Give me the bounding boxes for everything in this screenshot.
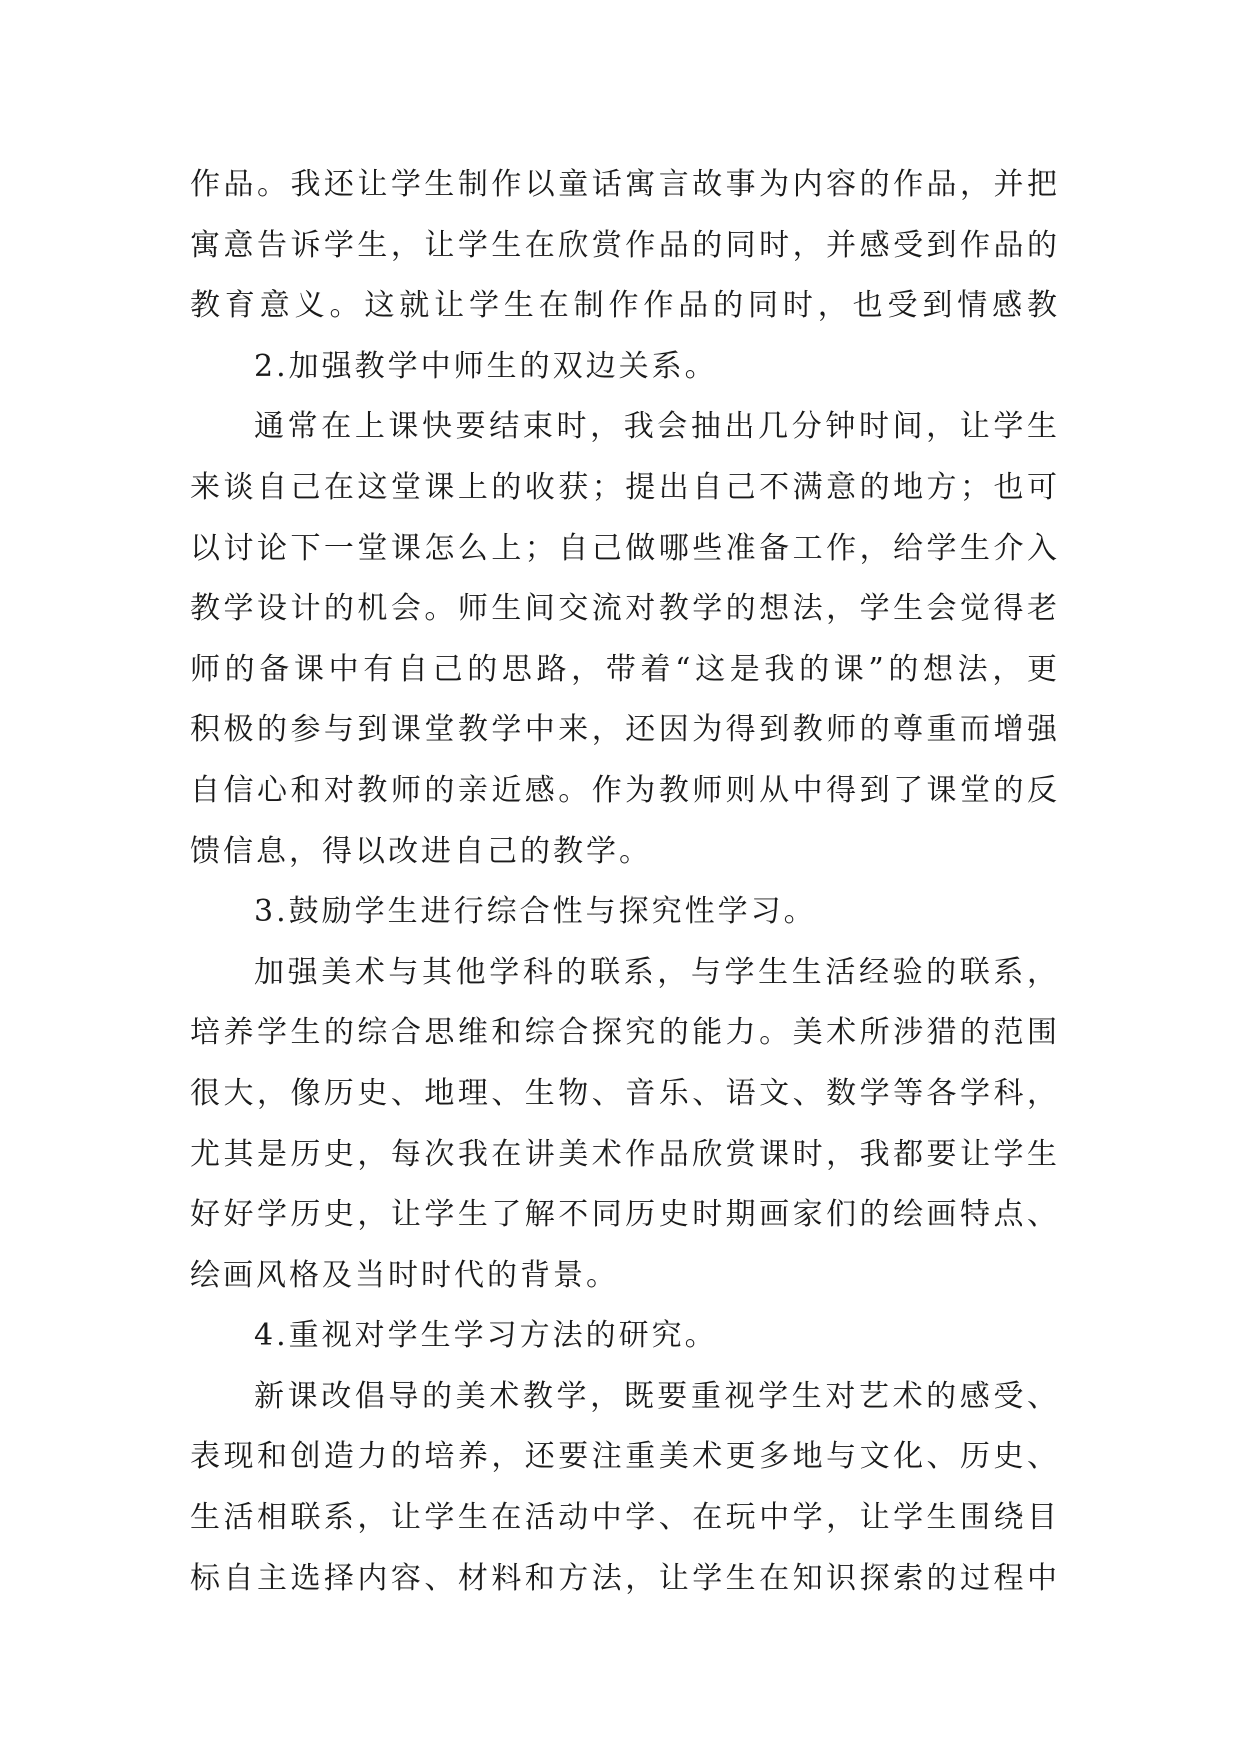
paragraph-line: 绘画风格及当时时代的背景。 — [190, 1257, 619, 1293]
section-heading-3: 3.鼓励学生进行综合性与探究性学习。 — [254, 894, 817, 930]
paragraph-line: 表现和创造力的培养，还要注重美术更多地与文化、历史、 — [190, 1439, 1060, 1475]
paragraph-line: 教学设计的机会。师生间交流对教学的想法，学生会觉得老 — [190, 591, 1060, 627]
paragraph-line: 通常在上课快要结束时，我会抽出几分钟时间，让学生 — [254, 409, 1060, 445]
section-heading-2: 2.加强教学中师生的双边关系。 — [254, 348, 718, 384]
paragraph-line: 加强美术与其他学科的联系，与学生生活经验的联系， — [254, 954, 1060, 990]
paragraph-line: 师的备课中有自己的思路，带着“这是我的课”的想法，更 — [190, 651, 1060, 687]
paragraph-line: 新课改倡导的美术教学，既要重视学生对艺术的感受、 — [254, 1378, 1060, 1414]
paragraph-line: 好好学历史，让学生了解不同历史时期画家们的绘画特点、 — [190, 1197, 1060, 1233]
paragraph-line: 作品。我还让学生制作以童话寓言故事为内容的作品，并把 — [190, 167, 1060, 202]
paragraph-line: 自信心和对教师的亲近感。作为教师则从中得到了课堂的反 — [190, 772, 1060, 808]
paragraph-line: 生活相联系，让学生在活动中学、在玩中学，让学生围绕目 — [190, 1500, 1060, 1536]
paragraph-line: 积极的参与到课堂教学中来，还因为得到教师的尊重而增强 — [190, 712, 1060, 748]
body-text — [190, 155, 1060, 1609]
section-heading-4: 4.重视对学生学习方法的研究。 — [254, 1318, 718, 1354]
paragraph-line: 培养学生的综合思维和综合探究的能力。美术所涉猎的范围 — [190, 1015, 1060, 1051]
paragraph-line: 标自主选择内容、材料和方法，让学生在知识探索的过程中 — [190, 1560, 1060, 1596]
paragraph-line: 寓意告诉学生，让学生在欣赏作品的同时，并感受到作品的 — [190, 227, 1060, 263]
paragraph-line: 来谈自己在这堂课上的收获；提出自己不满意的地方；也可 — [190, 469, 1060, 505]
paragraph-line: 很大，像历史、地理、生物、音乐、语文、数学等各学科， — [190, 1075, 1060, 1111]
paragraph-line: 尤其是历史，每次我在讲美术作品欣赏课时，我都要让学生 — [190, 1136, 1060, 1172]
paragraph-line: 教育意义。这就让学生在制作作品的同时，也受到情感教 — [190, 288, 1060, 324]
paragraph-line: 馈信息，得以改进自己的教学。 — [190, 833, 652, 869]
paragraph-line: 以讨论下一堂课怎么上；自己做哪些准备工作，给学生介入 — [190, 530, 1060, 566]
